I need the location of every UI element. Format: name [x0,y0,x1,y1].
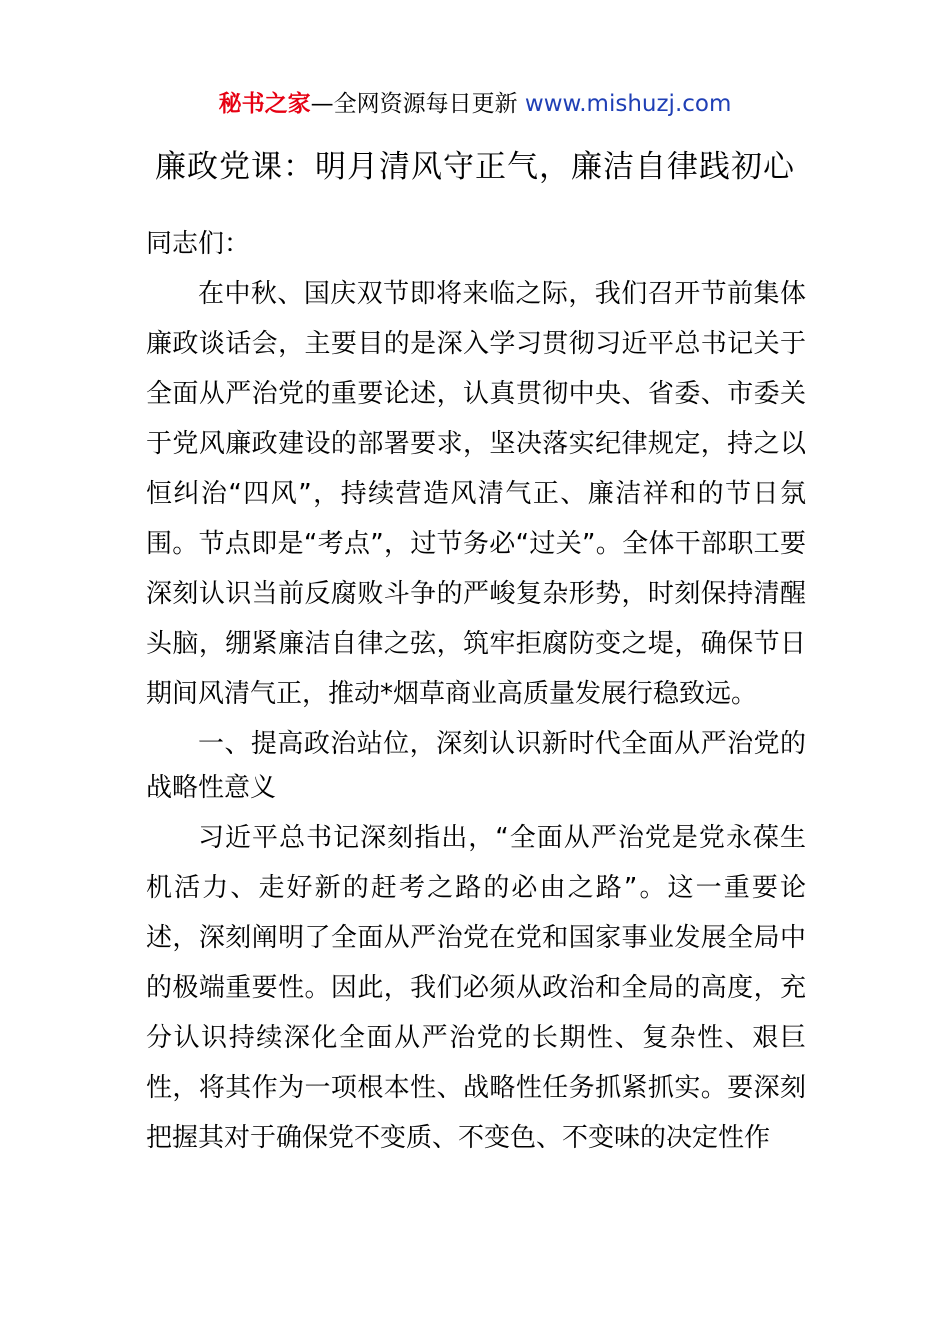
document-title: 廉政党课：明月清风守正气，廉洁自律践初心 [155,149,795,185]
site-tagline: —全网资源每日更新 [310,91,518,117]
body-paragraph: 习近平总书记深刻指出，“全面从严治党是党永葆生机活力、走好新的赶考之路的必由之路”。这一重要论述，深刻阐明了全面从严治党在党和国家事业发展全局中的极端重要性。因此，我们必须从政治和全局的高度，充分认识持续深化全面从严治党的长期性、复杂性、艰巨性，将其作为一项根本性、战略性任务抓紧抓实。要深刻把握其对于确保党不变质、不变色、不变味的决定性作 [146,823,806,1153]
section-heading: 一、提高政治站位，深刻认识新时代全面从严治党的战略性意义 [146,729,806,803]
site-header [0,88,950,120]
brand-name: 秘书之家 [218,91,311,117]
document-body [146,219,806,1163]
salutation: 同志们： [146,229,251,259]
intro-paragraph: 在中秋、国庆双节即将来临之际，我们召开节前集体廉政谈话会，主要目的是深入学习贯彻习近平总书记关于全面从严治党的重要论述，认真贯彻中央、省委、市委关于党风廉政建设的部署要求，坚决落实纪律规定，持之以恒纠治“四风”，持续营造风清气正、廉洁祥和的节日氛围。节点即是“考点”，过节务必“过关”。全体干部职工要深刻认识当前反腐败斗争的严峻复杂形势，时刻保持清醒头脑，绷紧廉洁自律之弦，筑牢拒腐防变之堤，确保节日期间风清气正，推动*烟草商业高质量发展行稳致远。 [146,279,806,709]
site-url-link[interactable]: www.mishuzj.com [524,91,732,117]
